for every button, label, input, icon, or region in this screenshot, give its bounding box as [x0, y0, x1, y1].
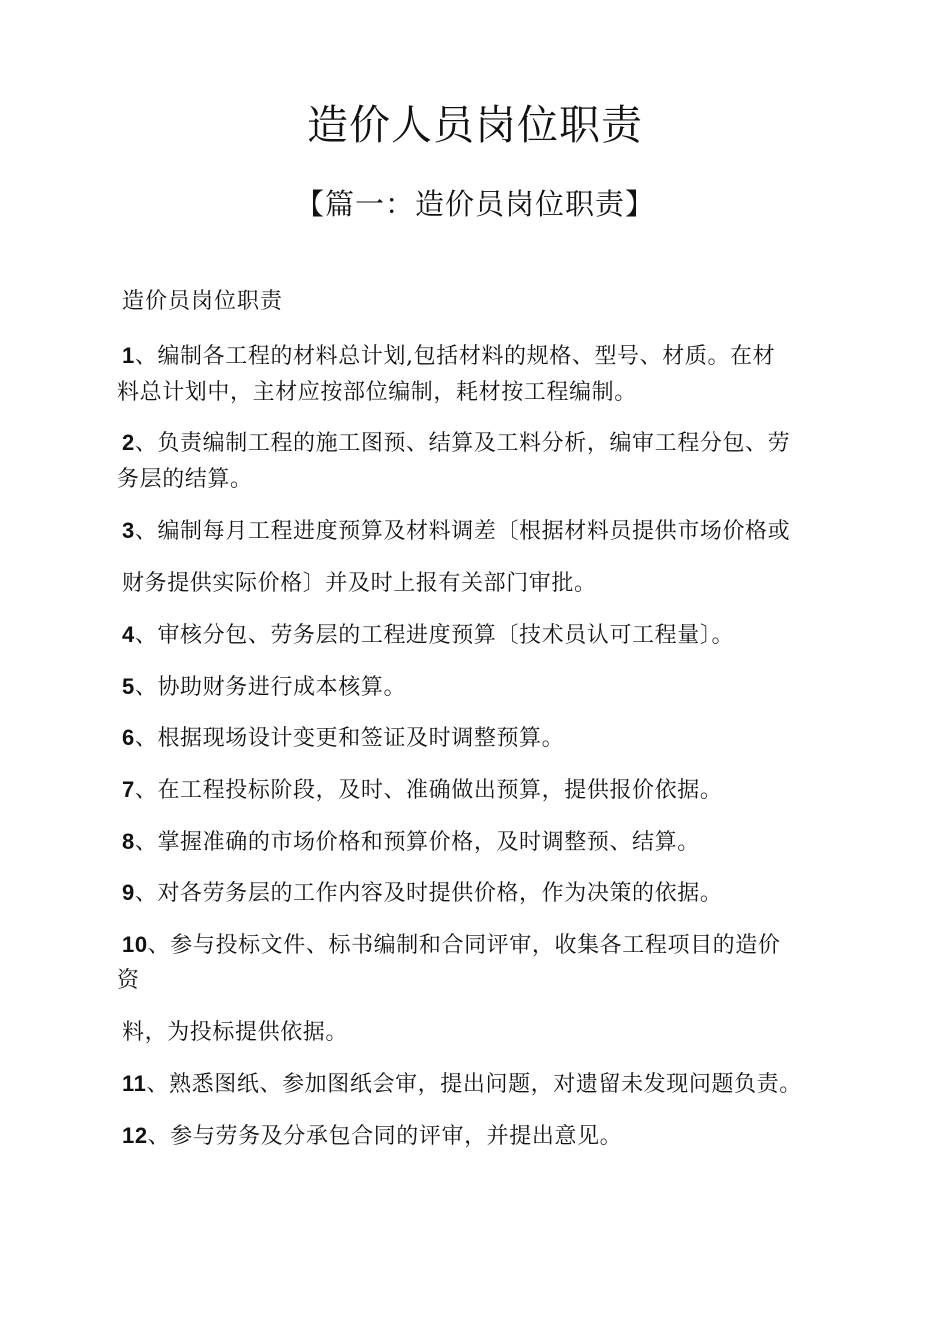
list-item-continuation: 资	[117, 968, 140, 993]
item-number: 9	[122, 880, 135, 905]
item-text: 、参与投标文件、标书编制和合同评审，收集各工程项目的造价	[147, 933, 781, 958]
list-item	[122, 514, 790, 545]
duties-heading: 造价员岗位职责	[122, 289, 284, 314]
item-number: 6	[122, 725, 135, 750]
item-number: 4	[122, 622, 135, 647]
list-item	[122, 670, 406, 701]
item-number: 3	[122, 518, 135, 543]
item-text: 、参与劳务及分承包合同的评审，并提出意见。	[147, 1124, 623, 1149]
page-title: 造价人员岗位职责	[307, 101, 643, 149]
item-number: 2	[122, 430, 135, 455]
item-text: 、熟悉图纸、参加图纸会审，提出问题，对遗留未发现问题负责。	[146, 1072, 802, 1097]
list-item-continuation: 料总计划中，主材应按部位编制，耗材按工程编制。	[117, 380, 637, 405]
list-item	[122, 339, 775, 370]
list-item	[122, 928, 780, 959]
item-number: 1	[122, 343, 135, 368]
item-number: 11	[122, 1071, 147, 1096]
item-text: 、对各劳务层的工作内容及时提供价格，作为决策的依据。	[134, 881, 723, 906]
list-item	[122, 825, 700, 856]
item-number: 10	[122, 932, 148, 957]
list-item-continuation: 财务提供实际价格〕并及时上报有关部门审批。	[122, 571, 597, 596]
list-item-continuation: 料，为投标提供依据。	[122, 1020, 349, 1045]
list-item	[122, 1119, 622, 1150]
item-text: 、在工程投标阶段，及时、准确做出预算，提供报价依据。	[134, 778, 723, 803]
list-item	[122, 773, 722, 804]
list-item	[122, 721, 564, 752]
item-number: 7	[122, 777, 135, 802]
item-text: 、审核分包、劳务层的工程进度预算〔技术员认可工程量〕。	[134, 623, 735, 648]
item-text: 、编制各工程的材料总计划,包括材料的规格、型号、材质。在材	[134, 344, 776, 369]
item-text: 、协助财务进行成本核算。	[134, 675, 407, 700]
section-subtitle: 【篇一：造价员岗位职责】	[294, 187, 655, 221]
item-number: 5	[122, 674, 135, 699]
list-item	[122, 876, 722, 907]
list-item-continuation: 务层的结算。	[117, 467, 253, 492]
item-number: 12	[122, 1123, 148, 1148]
list-item	[122, 1067, 802, 1098]
item-text: 、掌握准确的市场价格和预算价格，及时调整预、结算。	[134, 830, 700, 855]
item-text: 、编制每月工程进度预算及材料调差〔根据材料员提供市场价格或	[134, 519, 791, 544]
item-text: 、负责编制工程的施工图预、结算及工料分析，编审工程分包、劳	[134, 431, 791, 456]
item-number: 8	[122, 829, 135, 854]
item-text: 、根据现场设计变更和签证及时调整预算。	[134, 726, 565, 751]
list-item	[122, 618, 734, 649]
list-item	[122, 426, 790, 457]
